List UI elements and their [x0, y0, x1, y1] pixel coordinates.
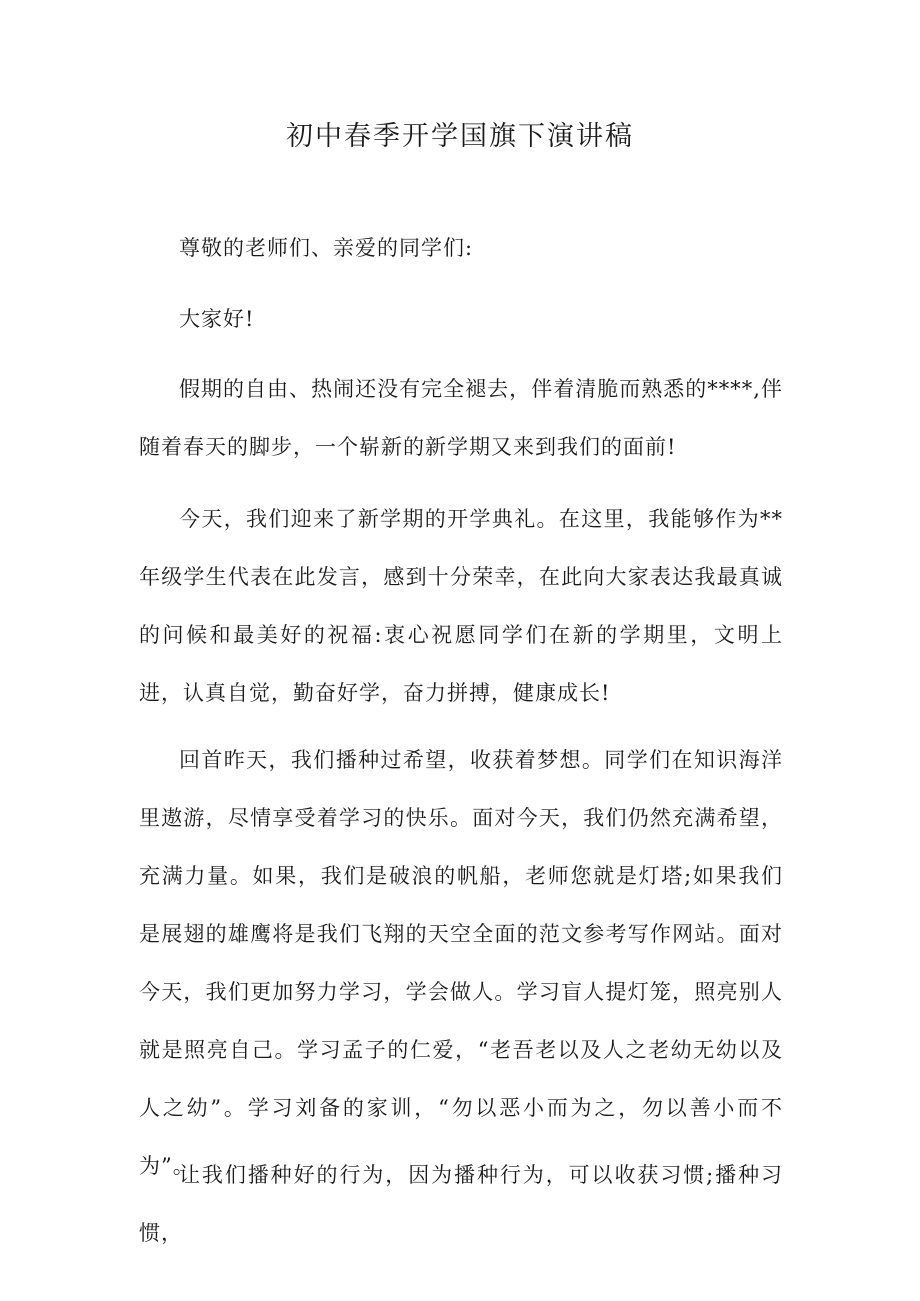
greeting: 大家好!: [179, 307, 255, 331]
paragraph: 回首昨天，我们播种过希望，收获着梦想。同学们在知识海洋里遨游，尽情享受着学习的快乐。面对今天，我们仍然充满希望，充满力量。如果，我们是破浪的帆船，老师您就是灯塔;如果我们是展翅的雄鹰将是我们飞翔的天空全面的范文参考写作网站。面对今天，我们更加努力学习，学会做人。学习盲人提灯笼，照亮别人就是照亮自己。学习孟子的仁爱，“老吾老以及人之老幼无幼以及人之幼”。学习刘备的家训，“勿以恶小而为之，勿以善小而不为”。: [139, 748, 783, 1178]
paragraph: 让我们播种好的行为，因为播种行为，可以收获习惯;播种习惯，: [139, 1163, 783, 1245]
paragraph: 今天，我们迎来了新学期的开学典礼。在这里，我能够作为**年级学生代表在此发言，感到十分荣幸，在此向大家表达我最真诚的问候和最美好的祝福:衷心祝愿同学们在新的学期里，文明上进，认真自觉，勤奋好学，奋力拼搏，健康成长!: [139, 507, 783, 705]
salutation: 尊敬的老师们、亲爱的同学们:: [179, 236, 474, 260]
paragraph: 假期的自由、热闹还没有完全褪去，伴着清脆而熟悉的****,伴随着春天的脚步，一个崭新的新学期又来到我们的面前!: [139, 377, 783, 459]
document-title: 初中春季开学国旗下演讲稿: [286, 121, 634, 152]
